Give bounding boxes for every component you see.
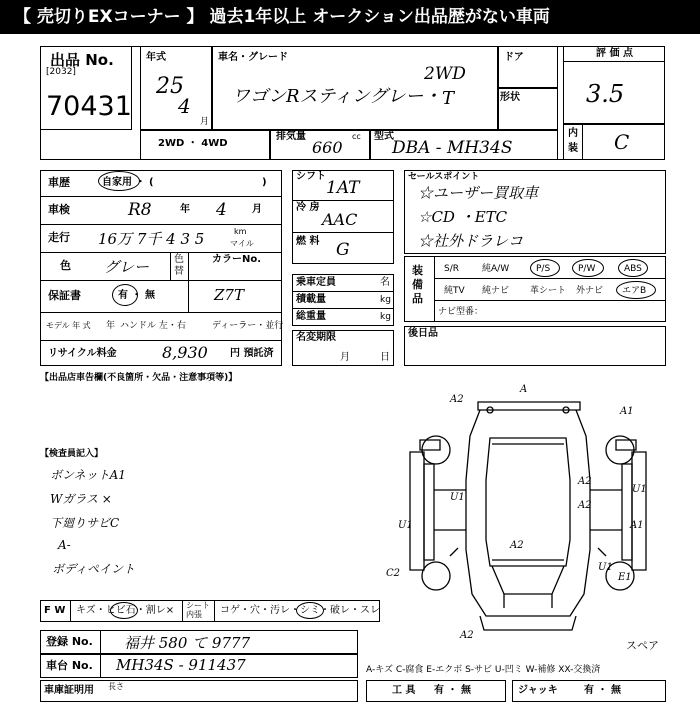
warranty-label: 保証書 [48,289,81,302]
row-divider [40,280,282,281]
name-change-day: 日 [380,352,390,363]
history-close: ) [262,177,267,188]
displacement-value: 660 [312,138,343,157]
abs-circle [618,259,648,277]
mark-a1-rear-right: A1 [620,406,634,417]
postinstall-section [404,326,666,366]
year-label: 年式 [146,52,166,63]
listing-code: [2032] [46,67,76,77]
color-label: 色 [60,259,71,272]
history-label: 車歴 [48,176,70,189]
inspection-note-2: Wガラス × [50,492,112,506]
inspection-note-1: ボンネットA1 [50,468,126,482]
car-name-label: 車名・グレード [218,52,288,63]
shift-label: シフト [296,171,326,182]
fw-circle [110,602,138,619]
color-change-2: 替 [174,266,184,277]
interior-label-1: 内 [568,128,578,139]
model-year-unit: 年 [106,321,116,331]
month-suffix: 月 [200,117,210,127]
load-unit: kg [380,295,391,305]
cert-label: 車庫証明用 [44,685,94,696]
capacity-label: 乗車定員 [296,277,336,288]
airbag-circle [616,281,656,299]
listing-no: 70431 [46,91,132,122]
mark-a2-right-2: A2 [578,500,592,511]
fw-divider [70,600,71,622]
capacity-unit: 名 [380,277,390,288]
row-divider [292,291,394,292]
model-value: DBA - MH34S [392,138,513,158]
color-no-divider [188,252,189,312]
seat-label-divider [214,600,215,622]
tools-value: 有 ・ 無 [434,685,471,696]
mileage-value: 16万 7千 4 3 5 [98,230,205,248]
equip-abs: ABS [624,264,642,274]
color-divider [170,252,171,280]
warranty-circle [112,284,138,306]
model-label: 型式 [374,131,394,142]
history-circle [98,171,140,191]
reg-value: 福井 580 て 9777 [124,634,251,652]
length-label: 長さ [108,682,124,691]
row-divider [40,340,282,341]
row-divider [292,200,394,201]
reg-divider [100,630,101,654]
car-name-value: ワゴンRスティングレー・ [232,86,442,107]
recycle-label: リサイクル料金 [48,348,117,359]
row-divider [434,278,666,279]
load-label: 積載量 [296,294,326,305]
equip-ext-navi: 外ナビ [576,286,604,296]
car-diagram [380,380,680,642]
equip-ps: P/S [536,264,551,274]
drive-value: 2WD [424,64,466,84]
tools-label: 工 具 [392,685,416,696]
color-value: グレー [104,258,150,276]
recycle-value: 8,930 [162,343,208,362]
dealer-label: ディーラー・並行 [212,321,284,331]
reg-label: 登録 No. [46,635,93,648]
equipment-divider [434,256,435,322]
rating-label: 評 価 点 [596,48,633,59]
color-change-1: 色 [174,254,184,265]
interior-label-2: 装 [568,143,578,154]
mark-e1-right: E1 [618,572,632,583]
inspection-label: 車検 [48,203,70,216]
mark-a2-front: A2 [460,630,474,641]
row-divider [292,232,394,233]
sales-point-2: ☆CD ・ETC [418,208,508,226]
row-divider [40,224,282,225]
history-value: 自家用 ・ ( [102,177,154,188]
door-label: ドア [504,52,524,63]
chassis-label: 車台 No. [46,659,93,672]
mark-a-rear: A [520,384,528,395]
ac-label: 冷 房 [296,202,320,213]
mileage-label: 走行 [48,231,70,244]
chassis-divider [100,654,101,678]
displacement-label: 排気量 [276,131,306,142]
weight-label: 総重量 [296,311,326,322]
banner-title: 【 売切りEXコーナー 】 過去1年以上 オークション出品歴がない車両 [0,0,700,34]
month-value: 4 [178,94,191,118]
diagram-marks [386,384,647,641]
year-value: 25 [156,74,184,99]
interior-value: C [614,130,630,154]
mileage-unit-km: km [234,227,247,236]
name-change-month: 月 [340,352,350,363]
recycle-unit: 円 預託済 [230,348,274,359]
mark-a2-roof: A2 [510,540,524,551]
handle-label: ハンドル 左・右 [120,321,186,331]
mark-u1-left: U1 [450,492,465,503]
legend: A-キズ C-腐食 E-エクボ S-サビ U-凹ミ W-補修 XX-交換済 [366,665,601,675]
warranty-value: 有 ・ 無 [118,290,155,301]
postinstall-label: 後日品 [408,328,438,339]
mark-u1-left-2: U1 [398,520,413,531]
inspection-note-4: A- [58,538,71,552]
inspection-year-unit: 年 [180,204,190,215]
jack-label: ジャッキ [518,685,558,696]
seat-circle [296,602,324,619]
fuel-value: G [336,240,350,260]
drive-label: 2WD ・ 4WD [158,138,228,149]
equip-pw: P/W [578,264,596,274]
mark-a2-rear-left: A2 [450,394,464,405]
equip-aw: 純A/W [482,264,510,274]
equip-airbag: エアB [622,286,647,296]
mileage-unit-mile: マイル [230,239,254,248]
navi-label: ナビ型番： [438,307,484,317]
row-divider [434,300,666,301]
seat-label: シート 内張 [186,601,210,619]
rating-value: 3.5 [586,80,625,108]
weight-unit: kg [380,312,391,322]
equipment-label: 装備品 [412,264,423,305]
jack-value: 有 ・ 無 [584,685,621,696]
chassis-value: MH34S - 911437 [116,656,246,674]
mark-a1-right-2: A1 [630,520,644,531]
cc-label: cc [352,132,361,141]
row-divider [40,196,282,197]
name-change-label: 名変期限 [296,332,336,343]
defects-label: 【出品店車告欄(不良箇所・欠品・注意事項等)】 [40,373,238,383]
shift-value: 1AT [326,178,360,198]
equip-navi: 純ナビ [482,286,510,296]
inspection-month: 4 [216,200,227,220]
inspection-note-3: 下廻りサビC [50,516,120,530]
seat-value: コゲ・穴・汚レ・シミ・破レ・スレ [220,605,380,616]
mark-u1-right-2: U1 [598,562,613,573]
model-year-label: モデル 年 式 [46,321,91,330]
inspection-note-5: ボディペイント [52,562,136,576]
equip-leather: 革シート [530,286,567,296]
fw-value: キズ・ヒビ石・割レ× [76,605,175,616]
vehicle-info-section [40,170,282,366]
ac-value: AAC [322,210,358,229]
equip-sr: S/R [444,264,459,274]
fuel-label: 燃 料 [296,236,320,247]
fw-label: F W [44,605,66,616]
ps-circle [530,259,560,277]
listing-no-label: 出品 No. [50,51,114,69]
spare-label: スペア [626,639,659,652]
grade-value: T [442,88,455,109]
mark-c2-left: C2 [386,568,401,579]
pw-circle [572,259,604,277]
inspection-month-unit: 月 [252,204,262,215]
color-no-label: カラーNo. [212,254,262,265]
seat-divider [182,600,183,622]
row-divider [40,252,282,253]
color-no-value: Z7T [214,286,244,304]
inspection-title: 【検査員記入】 [40,449,104,459]
mark-u1-right: U1 [632,484,647,495]
car-outline [410,402,646,630]
sales-points-label: セールスポイント [408,172,480,182]
sales-point-3: ☆社外ドラレコ [418,232,524,250]
shape-label: 形状 [500,92,520,103]
sales-point-1: ☆ユーザー買取車 [418,184,539,202]
row-divider [292,308,394,309]
mark-a2-right: A2 [578,476,592,487]
equip-tv: 純TV [444,286,465,296]
interior-divider [582,124,583,160]
inspection-value: R8 [128,200,152,220]
row-divider [40,312,282,313]
